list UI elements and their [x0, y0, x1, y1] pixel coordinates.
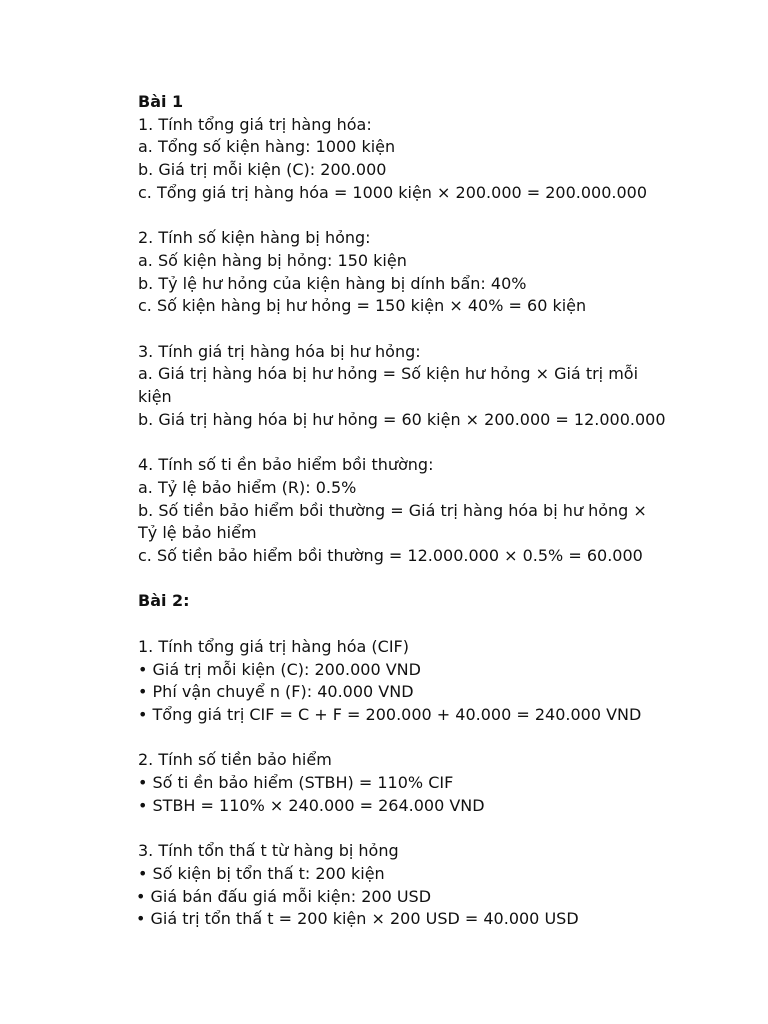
bai1-s4-b-line2: Tỷ lệ bảo hiểm	[138, 523, 257, 543]
bai2-s2-item-2: • STBH = 110% × 240.000 = 264.000 VND	[138, 795, 485, 815]
bai2-s3-heading: 3. Tính tổn thấ t từ hàng bị hỏng	[138, 841, 399, 861]
spacer	[138, 613, 698, 636]
bai1-title: Bài 1	[138, 92, 184, 111]
spacer	[138, 817, 698, 840]
bai2-s1-heading: 1. Tính tổng giá trị hàng hóa (CIF)	[138, 636, 409, 656]
bai1-s2-heading: 2. Tính số kiện hàng bị hỏng:	[138, 228, 371, 248]
bai1-s2-c: c. Số kiện hàng bị hư hỏng = 150 kiện × 40% = 60 kiện	[138, 296, 587, 316]
bai1-s2-b: b. Tỷ lệ hư hỏng của kiện hàng bị dính bẩn: 40%	[138, 273, 527, 293]
bai1-s2-a: a. Số kiện hàng bị hỏng: 150 kiện	[138, 250, 407, 270]
spacer	[138, 432, 698, 455]
bai2-s1-item-2: • Phí vận chuyể n (F): 40.000 VND	[138, 682, 414, 702]
bai2-s2-heading: 2. Tính số tiền bảo hiểm	[138, 750, 332, 770]
spacer	[138, 205, 698, 228]
bai2-title: Bài 2:	[138, 591, 190, 611]
bai1-s1-heading: 1. Tính tổng giá trị hàng hóa:	[138, 114, 372, 134]
bai2-s3-item-1: • Số kiện bị tổn thấ t: 200 kiện	[138, 863, 385, 883]
bai1-s3-a-line2: kiện	[138, 387, 172, 407]
bai1-s3-heading: 3. Tính giá trị hàng hóa bị hư hỏng:	[138, 341, 421, 361]
bai1-s4-heading: 4. Tính số ti ền bảo hiểm bồi thường:	[138, 455, 434, 475]
bai1-s1-b: b. Giá trị mỗi kiện (C): 200.000	[138, 160, 387, 180]
bai1-s4-a: a. Tỷ lệ bảo hiểm (R): 0.5%	[138, 477, 357, 497]
bai1-s3-b: b. Giá trị hàng hóa bị hư hỏng = 60 kiện × 200.000 = 12.000.000	[138, 409, 666, 429]
document-content	[138, 91, 698, 931]
spacer	[138, 318, 698, 341]
bai2-s3-item-3: • Giá trị tổn thấ t = 200 kiện × 200 USD = 40.000 USD	[136, 909, 579, 929]
bai1-s4-c: c. Số tiền bảo hiểm bồi thường = 12.000.000 × 0.5% = 60.000	[138, 546, 643, 566]
spacer	[138, 727, 698, 750]
bai1-s1-c: c. Tổng giá trị hàng hóa = 1000 kiện × 200.000 = 200.000.000	[138, 182, 648, 202]
bai1-s4-b-line1: b. Số tiền bảo hiểm bồi thường = Giá trị hàng hóa bị hư hỏng ×	[138, 500, 647, 520]
bai2-s1-item-1: • Giá trị mỗi kiện (C): 200.000 VND	[138, 659, 421, 679]
bai2-s1-item-3: • Tổng giá trị CIF = C + F = 200.000 + 40.000 = 240.000 VND	[138, 704, 642, 724]
bai1-s3-a-line1: a. Giá trị hàng hóa bị hư hỏng = Số kiện hư hỏng × Giá trị mỗi	[138, 364, 639, 384]
spacer	[138, 568, 698, 591]
bai2-s2-item-1: • Số ti ền bảo hiểm (STBH) = 110% CIF	[138, 773, 454, 792]
bai2-s3-item-2: • Giá bán đấu giá mỗi kiện: 200 USD	[136, 886, 432, 906]
bai1-s1-a: a. Tổng số kiện hàng: 1000 kiện	[138, 137, 396, 157]
